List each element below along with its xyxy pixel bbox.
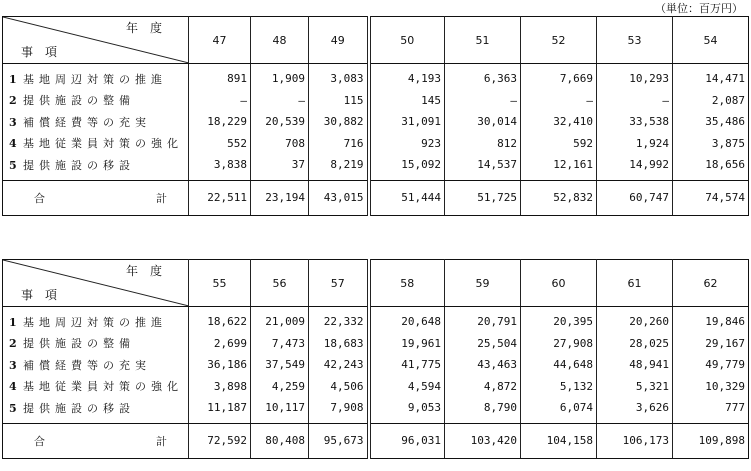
total-cell: 74,574 (673, 180, 749, 215)
value-cell: 48,941 (597, 354, 673, 376)
row-label-text: 提供施設の移設 (23, 158, 135, 172)
table-row (3, 397, 749, 419)
year-header: 51 (445, 17, 521, 64)
value-cell: 14,537 (445, 154, 521, 176)
value-cell: 33,538 (597, 111, 673, 133)
row-number: 1 (9, 315, 17, 329)
value-cell: 891 (189, 64, 251, 90)
value-cell: 8,219 (309, 154, 369, 176)
value-cell: 42,243 (309, 354, 369, 376)
value-cell: — (189, 90, 251, 112)
header-corner-cell (3, 260, 189, 307)
year-header-label: 年 度 (125, 264, 162, 278)
value-cell: 41,775 (369, 354, 445, 376)
value-cell: 3,898 (189, 376, 251, 398)
table-row (3, 64, 749, 90)
value-cell: 3,875 (673, 133, 749, 155)
value-cell: 5,321 (597, 376, 673, 398)
row-label (3, 90, 189, 112)
year-header: 61 (597, 260, 673, 307)
row-label (3, 354, 189, 376)
year-header: 55 (189, 260, 251, 307)
value-cell: 32,410 (521, 111, 597, 133)
value-cell: 37,549 (251, 354, 309, 376)
total-label-right: 計 (156, 191, 167, 205)
total-cell: 80,408 (251, 423, 309, 458)
value-cell: 10,329 (673, 376, 749, 398)
total-label-cell (3, 180, 189, 215)
value-cell: 716 (309, 133, 369, 155)
row-label (3, 397, 189, 419)
total-cell: 104,158 (521, 423, 597, 458)
value-cell: 1,924 (597, 133, 673, 155)
row-label-text: 基地周辺対策の推進 (23, 72, 167, 86)
value-cell: 29,167 (673, 333, 749, 355)
table-row (3, 307, 749, 333)
value-cell: 30,882 (309, 111, 369, 133)
row-label-text: 基地従業員対策の強化 (23, 137, 183, 151)
value-cell: 44,648 (521, 354, 597, 376)
value-cell: 18,229 (189, 111, 251, 133)
total-cell: 43,015 (309, 180, 369, 215)
item-header-label: 事 項 (21, 288, 58, 302)
row-label-text: 提供施設の整備 (23, 94, 135, 108)
value-cell: 18,683 (309, 333, 369, 355)
year-header: 58 (369, 260, 445, 307)
value-cell: 708 (251, 133, 309, 155)
value-cell: 592 (521, 133, 597, 155)
value-cell: 2,699 (189, 333, 251, 355)
value-cell: 11,187 (189, 397, 251, 419)
value-cell: 43,463 (445, 354, 521, 376)
row-number: 4 (9, 137, 17, 151)
value-cell: 3,626 (597, 397, 673, 419)
row-label (3, 154, 189, 176)
year-header: 62 (673, 260, 749, 307)
year-header: 56 (251, 260, 309, 307)
value-cell: 14,471 (673, 64, 749, 90)
row-label (3, 307, 189, 333)
value-cell: 36,186 (189, 354, 251, 376)
table-header-row (3, 260, 749, 307)
value-cell: 7,908 (309, 397, 369, 419)
total-cell: 95,673 (309, 423, 369, 458)
value-cell: 12,161 (521, 154, 597, 176)
value-cell: — (521, 90, 597, 112)
total-row (3, 180, 749, 215)
value-cell: 923 (369, 133, 445, 155)
row-label-text: 補償経費等の充実 (23, 358, 151, 372)
value-cell: 115 (309, 90, 369, 112)
value-cell: 7,669 (521, 64, 597, 90)
row-number: 3 (9, 115, 17, 129)
value-cell: — (251, 90, 309, 112)
total-label (6, 433, 185, 449)
table-row (3, 354, 749, 376)
value-cell: 10,117 (251, 397, 309, 419)
value-cell: 22,332 (309, 307, 369, 333)
value-cell: 7,473 (251, 333, 309, 355)
value-cell: 30,014 (445, 111, 521, 133)
value-cell: 6,074 (521, 397, 597, 419)
budget-table-2 (2, 259, 749, 459)
value-cell: 20,395 (521, 307, 597, 333)
row-label (3, 64, 189, 90)
value-cell: 20,648 (369, 307, 445, 333)
value-cell: 18,656 (673, 154, 749, 176)
value-cell: 9,053 (369, 397, 445, 419)
row-number: 2 (9, 337, 17, 351)
value-cell: 3,838 (189, 154, 251, 176)
total-cell: 51,725 (445, 180, 521, 215)
value-cell: 8,790 (445, 397, 521, 419)
value-cell: 10,293 (597, 64, 673, 90)
year-header: 60 (521, 260, 597, 307)
value-cell: 777 (673, 397, 749, 419)
value-cell: 37 (251, 154, 309, 176)
row-label-text: 提供施設の移設 (23, 401, 135, 415)
value-cell: 25,504 (445, 333, 521, 355)
total-cell: 109,898 (673, 423, 749, 458)
row-label (3, 333, 189, 355)
value-cell: 145 (369, 90, 445, 112)
table-row (3, 333, 749, 355)
row-label (3, 376, 189, 398)
year-header: 57 (309, 260, 369, 307)
value-cell: 4,259 (251, 376, 309, 398)
value-cell: 2,087 (673, 90, 749, 112)
row-label-text: 基地従業員対策の強化 (23, 380, 183, 394)
value-cell: 20,539 (251, 111, 309, 133)
value-cell: 20,260 (597, 307, 673, 333)
total-row (3, 423, 749, 458)
total-label-left: 合 (34, 191, 45, 205)
row-label (3, 133, 189, 155)
value-cell: 552 (189, 133, 251, 155)
value-cell: 4,872 (445, 376, 521, 398)
value-cell: 15,092 (369, 154, 445, 176)
row-number: 1 (9, 72, 17, 86)
header-corner-cell (3, 17, 189, 64)
value-cell: 21,009 (251, 307, 309, 333)
total-cell: 60,747 (597, 180, 673, 215)
value-cell: 28,025 (597, 333, 673, 355)
year-header: 59 (445, 260, 521, 307)
value-cell: 4,506 (309, 376, 369, 398)
total-label (6, 190, 185, 206)
value-cell: 49,779 (673, 354, 749, 376)
total-cell: 106,173 (597, 423, 673, 458)
year-header: 48 (251, 17, 309, 64)
total-label-right: 計 (156, 434, 167, 448)
value-cell: 812 (445, 133, 521, 155)
value-cell: 5,132 (521, 376, 597, 398)
year-header: 47 (189, 17, 251, 64)
table-row (3, 133, 749, 155)
table-row (3, 111, 749, 133)
value-cell: 20,791 (445, 307, 521, 333)
year-header-label: 年 度 (125, 21, 162, 35)
total-cell: 103,420 (445, 423, 521, 458)
total-cell: 52,832 (521, 180, 597, 215)
year-header: 49 (309, 17, 369, 64)
row-label-text: 補償経費等の充実 (23, 115, 151, 129)
row-label-text: 基地周辺対策の推進 (23, 315, 167, 329)
table-row (3, 154, 749, 176)
year-header: 53 (597, 17, 673, 64)
total-label-cell (3, 423, 189, 458)
value-cell: 18,622 (189, 307, 251, 333)
table-header-row (3, 17, 749, 64)
value-cell: — (597, 90, 673, 112)
value-cell: 19,961 (369, 333, 445, 355)
row-number: 4 (9, 380, 17, 394)
value-cell: 1,909 (251, 64, 309, 90)
table-row (3, 90, 749, 112)
total-label-left: 合 (34, 434, 45, 448)
value-cell: 6,363 (445, 64, 521, 90)
value-cell: 14,992 (597, 154, 673, 176)
total-cell: 72,592 (189, 423, 251, 458)
year-header: 52 (521, 17, 597, 64)
row-number: 3 (9, 358, 17, 372)
total-cell: 96,031 (369, 423, 445, 458)
total-cell: 23,194 (251, 180, 309, 215)
row-number: 2 (9, 94, 17, 108)
item-header-label: 事 項 (21, 45, 58, 59)
row-label (3, 111, 189, 133)
value-cell: 27,908 (521, 333, 597, 355)
value-cell: 31,091 (369, 111, 445, 133)
row-number: 5 (9, 401, 17, 415)
value-cell: 4,594 (369, 376, 445, 398)
row-label-text: 提供施設の整備 (23, 337, 135, 351)
budget-table-1 (2, 16, 749, 216)
year-header: 54 (673, 17, 749, 64)
unit-label: （単位：百万円） (655, 2, 743, 15)
table-row (3, 376, 749, 398)
value-cell: 19,846 (673, 307, 749, 333)
value-cell: 35,486 (673, 111, 749, 133)
total-cell: 51,444 (369, 180, 445, 215)
year-header: 50 (369, 17, 445, 64)
value-cell: — (445, 90, 521, 112)
value-cell: 3,083 (309, 64, 369, 90)
value-cell: 4,193 (369, 64, 445, 90)
total-cell: 22,511 (189, 180, 251, 215)
row-number: 5 (9, 158, 17, 172)
